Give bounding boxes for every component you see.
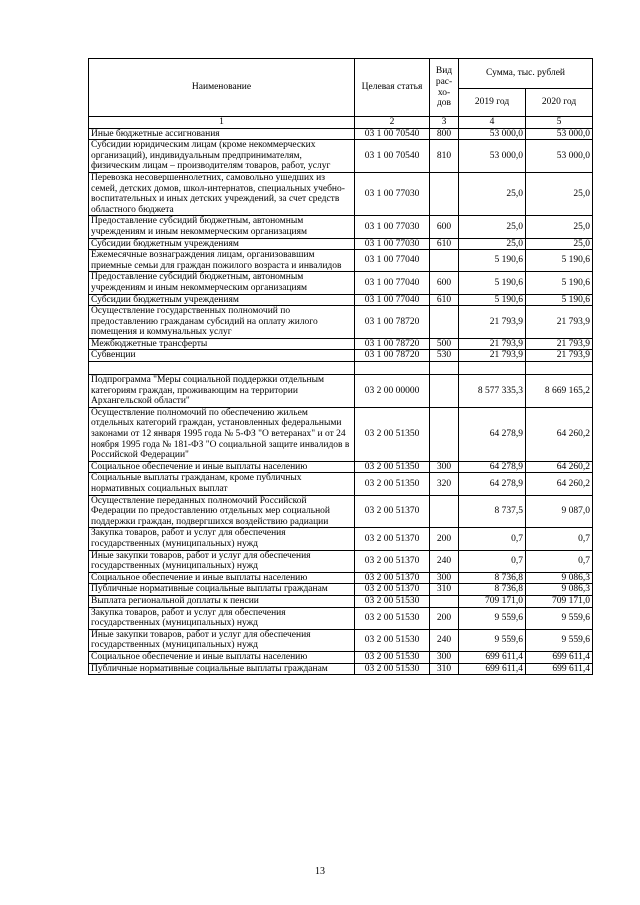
row-target-article: 03 2 00 51370 — [355, 572, 430, 584]
row-expense-type: 300 — [430, 461, 459, 473]
row-target-article: 03 2 00 51350 — [355, 407, 430, 461]
table-row — [89, 140, 593, 173]
row-target-article: 03 1 00 77030 — [355, 216, 430, 238]
table-row — [89, 607, 593, 629]
column-number-3: 3 — [430, 117, 459, 129]
row-name: Осуществление государственных полномочий по предоставлению гражданам субсидий на оплату жилого помещения и коммунальных услуг — [89, 306, 355, 339]
empty-cell — [459, 362, 526, 375]
row-sum-2020: 25,0 — [526, 216, 593, 238]
row-sum-2020: 25,0 — [526, 172, 593, 215]
row-expense-type: 800 — [430, 128, 459, 140]
row-sum-2019: 0,7 — [459, 550, 526, 572]
column-number-4: 4 — [459, 117, 526, 129]
row-sum-2019: 21 793,9 — [459, 350, 526, 362]
row-sum-2019: 5 190,6 — [459, 250, 526, 272]
header-expense-type: Вид рас-хо-дов — [430, 59, 459, 117]
row-sum-2020: 5 190,6 — [526, 250, 593, 272]
row-target-article: 03 1 00 77040 — [355, 272, 430, 294]
row-target-article: 03 2 00 51370 — [355, 495, 430, 528]
row-sum-2019: 699 611,4 — [459, 663, 526, 675]
row-expense-type: 200 — [430, 528, 459, 550]
row-sum-2020: 21 793,9 — [526, 306, 593, 339]
row-name: Осуществление полномочий по обеспечению жильем отдельных категорий граждан, установленных федеральными законами от 12 января 1995 года № 5-ФЗ "О ветеранах" и от 24 ноября 1995 года № 181-ФЗ "О социальной защите инвалидов в Российской Федерации" — [89, 407, 355, 461]
row-name: Социальное обеспечение и иные выплаты населению — [89, 651, 355, 663]
row-target-article: 03 1 00 77040 — [355, 250, 430, 272]
row-sum-2020: 8 669 165,2 — [526, 375, 593, 408]
table-row — [89, 550, 593, 572]
row-name: Межбюджетные трансферты — [89, 338, 355, 350]
row-sum-2019: 25,0 — [459, 172, 526, 215]
row-target-article: 03 1 00 77040 — [355, 294, 430, 306]
row-target-article: 03 2 00 51350 — [355, 473, 430, 495]
row-sum-2019: 21 793,9 — [459, 306, 526, 339]
row-target-article: 03 2 00 51530 — [355, 607, 430, 629]
row-sum-2020: 64 260,2 — [526, 461, 593, 473]
row-name: Публичные нормативные социальные выплаты гражданам — [89, 584, 355, 596]
row-sum-2020: 0,7 — [526, 550, 593, 572]
table-row — [89, 306, 593, 339]
row-expense-type — [430, 250, 459, 272]
empty-cell — [526, 362, 593, 375]
row-expense-type — [430, 495, 459, 528]
row-target-article: 03 2 00 00000 — [355, 375, 430, 408]
row-target-article: 03 2 00 51530 — [355, 651, 430, 663]
header-sum: Сумма, тыс. рублей — [459, 59, 593, 89]
row-sum-2019: 53 000,0 — [459, 140, 526, 173]
row-name: Ежемесячные вознаграждения лицам, организовавшим приемные семьи для граждан пожилого возраста и инвалидов — [89, 250, 355, 272]
row-sum-2019: 699 611,4 — [459, 651, 526, 663]
row-sum-2019: 53 000,0 — [459, 128, 526, 140]
row-expense-type: 310 — [430, 584, 459, 596]
row-expense-type: 320 — [430, 473, 459, 495]
row-sum-2020: 0,7 — [526, 528, 593, 550]
table-row — [89, 461, 593, 473]
table-row — [89, 216, 593, 238]
row-sum-2019: 5 190,6 — [459, 294, 526, 306]
row-expense-type: 600 — [430, 216, 459, 238]
row-name: Предоставление субсидий бюджетным, автономным учреждениям и иным некоммерческим организациям — [89, 272, 355, 294]
row-sum-2019: 0,7 — [459, 528, 526, 550]
table-row — [89, 572, 593, 584]
row-target-article: 03 1 00 77030 — [355, 172, 430, 215]
row-target-article: 03 2 00 51530 — [355, 629, 430, 651]
row-expense-type: 530 — [430, 350, 459, 362]
row-target-article: 03 2 00 51530 — [355, 595, 430, 607]
row-sum-2020: 21 793,9 — [526, 338, 593, 350]
row-expense-type: 610 — [430, 238, 459, 250]
row-target-article: 03 1 00 70540 — [355, 128, 430, 140]
row-name: Осуществление переданных полномочий Российской Федерации по предоставлению отдельных мер социальной поддержки граждан, подвергшихся воздействию радиации — [89, 495, 355, 528]
row-sum-2019: 9 559,6 — [459, 607, 526, 629]
header-year-2019: 2019 год — [459, 89, 526, 117]
row-sum-2020: 5 190,6 — [526, 294, 593, 306]
row-expense-type: 240 — [430, 629, 459, 651]
column-number-2: 2 — [355, 117, 430, 129]
table-row — [89, 172, 593, 215]
budget-table — [88, 58, 593, 675]
row-target-article: 03 2 00 51530 — [355, 663, 430, 675]
row-sum-2019: 5 190,6 — [459, 272, 526, 294]
row-expense-type: 300 — [430, 572, 459, 584]
row-name: Перевозка несовершеннолетних, самовольно ушедших из семей, детских домов, школ-интернатов, специальных учебно-воспитательных и иных детских учреждений, за счет средств областного бюджета — [89, 172, 355, 215]
row-name: Подпрограмма "Меры социальной поддержки отдельным категориям граждан, проживающим на территории Архангельской области" — [89, 375, 355, 408]
row-target-article: 03 2 00 51370 — [355, 550, 430, 572]
row-expense-type: 810 — [430, 140, 459, 173]
row-sum-2020: 53 000,0 — [526, 140, 593, 173]
table-row — [89, 528, 593, 550]
table-spacer-row — [89, 362, 593, 375]
row-name: Публичные нормативные социальные выплаты гражданам — [89, 663, 355, 675]
row-sum-2020: 9 559,6 — [526, 607, 593, 629]
row-sum-2020: 53 000,0 — [526, 128, 593, 140]
row-expense-type: 200 — [430, 607, 459, 629]
row-name: Субсидии бюджетным учреждениям — [89, 294, 355, 306]
row-sum-2019: 8 736,8 — [459, 572, 526, 584]
row-sum-2020: 64 260,2 — [526, 407, 593, 461]
table-row — [89, 495, 593, 528]
table-row — [89, 128, 593, 140]
row-name: Социальное обеспечение и иные выплаты населению — [89, 572, 355, 584]
row-sum-2019: 8 577 335,3 — [459, 375, 526, 408]
row-name: Закупка товаров, работ и услуг для обеспечения государственных (муниципальных) нужд — [89, 528, 355, 550]
row-expense-type: 600 — [430, 272, 459, 294]
row-expense-type — [430, 375, 459, 408]
row-sum-2019: 64 278,9 — [459, 473, 526, 495]
empty-cell — [89, 362, 355, 375]
row-expense-type: 300 — [430, 651, 459, 663]
column-number-1: 1 — [89, 117, 355, 129]
row-name: Предоставление субсидий бюджетным, автономным учреждениям и иным некоммерческим организациям — [89, 216, 355, 238]
table-row — [89, 294, 593, 306]
header-target-article: Целевая статья — [355, 59, 430, 117]
table-row — [89, 375, 593, 408]
table-row — [89, 584, 593, 596]
column-number-5: 5 — [526, 117, 593, 129]
row-name: Выплата региональной доплаты к пенсии — [89, 595, 355, 607]
row-sum-2020: 25,0 — [526, 238, 593, 250]
row-name: Иные закупки товаров, работ и услуг для обеспечения государственных (муниципальных) нужд — [89, 550, 355, 572]
row-sum-2020: 709 171,0 — [526, 595, 593, 607]
row-name: Социальное обеспечение и иные выплаты населению — [89, 461, 355, 473]
table-row — [89, 238, 593, 250]
table-row — [89, 338, 593, 350]
row-sum-2020: 9 086,3 — [526, 584, 593, 596]
table-row — [89, 250, 593, 272]
row-target-article: 03 2 00 51350 — [355, 461, 430, 473]
header-name: Наименование — [89, 59, 355, 117]
row-target-article: 03 2 00 51370 — [355, 584, 430, 596]
row-expense-type: 310 — [430, 663, 459, 675]
row-sum-2019: 21 793,9 — [459, 338, 526, 350]
table-row — [89, 663, 593, 675]
row-sum-2020: 699 611,4 — [526, 663, 593, 675]
row-sum-2020: 21 793,9 — [526, 350, 593, 362]
row-sum-2019: 709 171,0 — [459, 595, 526, 607]
row-name: Субсидии юридическим лицам (кроме некоммерческих организаций), индивидуальным предпринимателям, физическим лицам – производителям товаров, работ, услуг — [89, 140, 355, 173]
row-expense-type — [430, 306, 459, 339]
row-expense-type — [430, 595, 459, 607]
table-row — [89, 407, 593, 461]
row-name: Субвенции — [89, 350, 355, 362]
row-sum-2019: 8 736,8 — [459, 584, 526, 596]
row-target-article: 03 2 00 51370 — [355, 528, 430, 550]
row-name: Закупка товаров, работ и услуг для обеспечения государственных (муниципальных) нужд — [89, 607, 355, 629]
row-sum-2019: 25,0 — [459, 216, 526, 238]
row-target-article: 03 1 00 78720 — [355, 350, 430, 362]
row-sum-2020: 9 559,6 — [526, 629, 593, 651]
row-sum-2020: 9 086,3 — [526, 572, 593, 584]
table-row — [89, 595, 593, 607]
row-expense-type: 240 — [430, 550, 459, 572]
row-sum-2019: 9 559,6 — [459, 629, 526, 651]
empty-cell — [355, 362, 430, 375]
row-sum-2019: 64 278,9 — [459, 461, 526, 473]
empty-cell — [430, 362, 459, 375]
row-target-article: 03 1 00 78720 — [355, 306, 430, 339]
row-target-article: 03 1 00 77030 — [355, 238, 430, 250]
header-year-2020: 2020 год — [526, 89, 593, 117]
table-row — [89, 350, 593, 362]
row-sum-2019: 64 278,9 — [459, 407, 526, 461]
row-name: Иные закупки товаров, работ и услуг для обеспечения государственных (муниципальных) нужд — [89, 629, 355, 651]
row-target-article: 03 1 00 70540 — [355, 140, 430, 173]
row-target-article: 03 1 00 78720 — [355, 338, 430, 350]
table-body — [89, 128, 593, 675]
row-name: Субсидии бюджетным учреждениям — [89, 238, 355, 250]
row-sum-2020: 9 087,0 — [526, 495, 593, 528]
row-sum-2020: 64 260,2 — [526, 473, 593, 495]
row-sum-2020: 5 190,6 — [526, 272, 593, 294]
row-expense-type — [430, 407, 459, 461]
table-row — [89, 473, 593, 495]
table-row — [89, 651, 593, 663]
table-row — [89, 629, 593, 651]
row-expense-type: 500 — [430, 338, 459, 350]
row-expense-type: 610 — [430, 294, 459, 306]
row-expense-type — [430, 172, 459, 215]
table-row — [89, 272, 593, 294]
row-name: Иные бюджетные ассигнования — [89, 128, 355, 140]
row-sum-2019: 8 737,5 — [459, 495, 526, 528]
row-name: Социальные выплаты гражданам, кроме публичных нормативных социальных выплат — [89, 473, 355, 495]
page-number: 13 — [315, 866, 325, 877]
row-sum-2020: 699 611,4 — [526, 651, 593, 663]
row-sum-2019: 25,0 — [459, 238, 526, 250]
